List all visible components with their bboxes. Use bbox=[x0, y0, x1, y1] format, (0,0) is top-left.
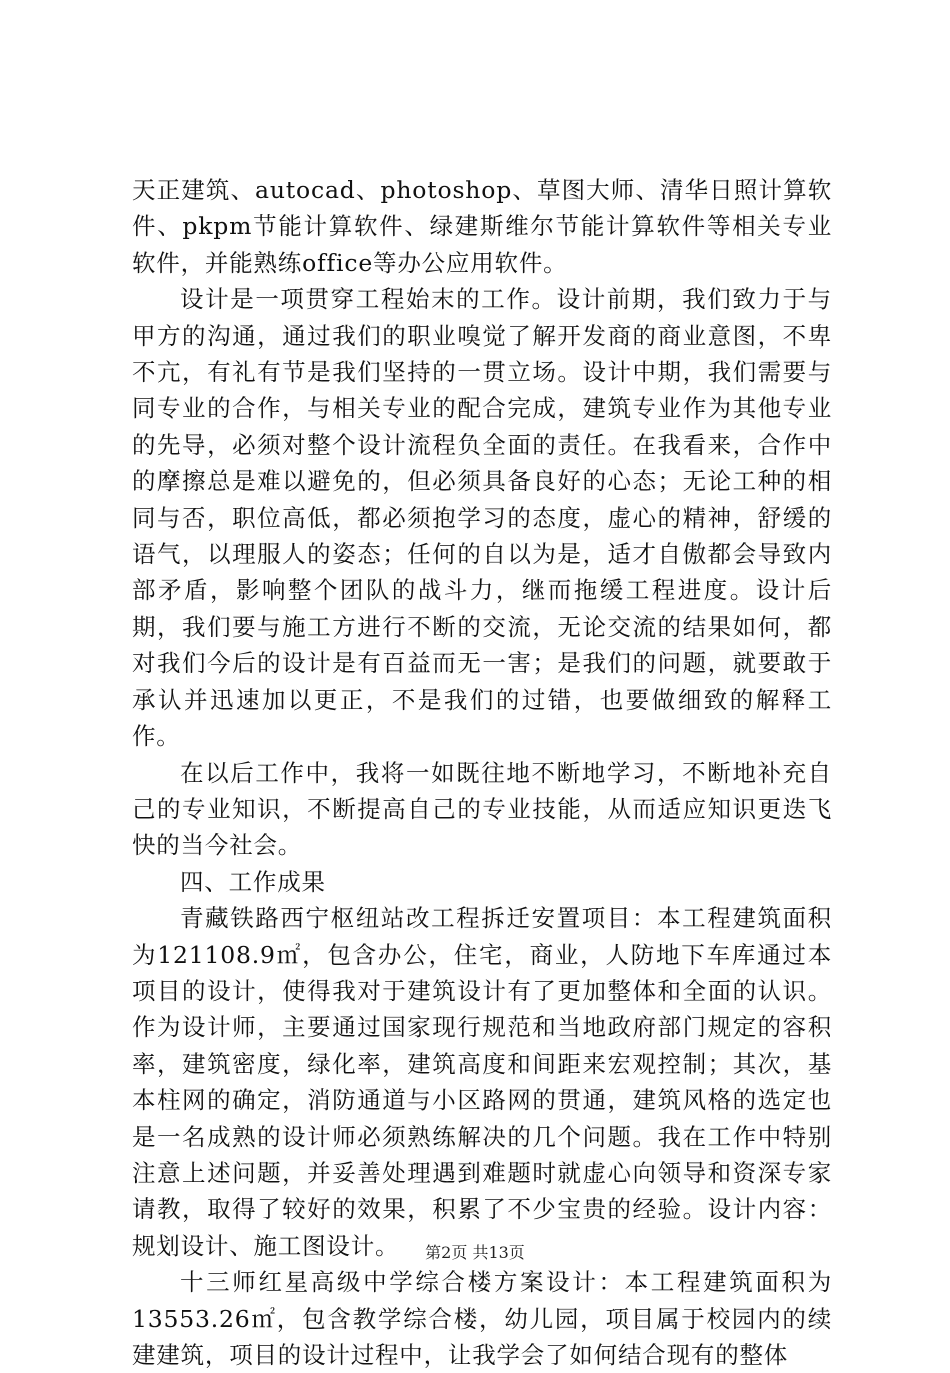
paragraph-future-work: 在以后工作中，我将一如既往地不断地学习，不断地补充自己的专业知识，不断提高自己的专业技能，从而适应知识更迭飞快的当今社会。 bbox=[132, 758, 832, 860]
paragraph-software-list: 天正建筑、autocad、photoshop、草图大师、清华日照计算软件、pkpm节能计算软件、绿建斯维尔节能计算软件等相关专业软件，并能熟练office等办公应用软件。 bbox=[132, 176, 832, 277]
document-body bbox=[132, 172, 832, 1373]
paragraph-project-qinghai-tibet: 青藏铁路西宁枢纽站改工程拆迁安置项目：本工程建筑面积为121108.9㎡，包含办公，住宅，商业，人防地下车库通过本项目的设计，使得我对于建筑设计有了更加整体和全面的认识。作为设计师，主要通过国家现行规范和当地政府部门规定的容积率，建筑密度，绿化率，建筑高度和间距来宏观控制；其次，基本柱网的确定，消防通道与小区路网的贯通，建筑风格的选定也是一名成熟的设计师必须熟练解决的几个问题。我在工作中特别注意上述问题，并妥善处理遇到难题时就虚心向领导和资深专家请教，取得了较好的效果，积累了不少宝贵的经验。设计内容：规划设计、施工图设计。 bbox=[132, 904, 832, 1260]
paragraph-design-process: 设计是一项贯穿工程始末的工作。设计前期，我们致力于与甲方的沟通，通过我们的职业嗅觉了解开发商的商业意图，不卑不亢，有礼有节是我们坚持的一贯立场。设计中期，我们需要与同专业的合作，与相关专业的配合完成，建筑专业作为其他专业的先导，必须对整个设计流程负全面的责任。在我看来，合作中的摩擦总是难以避免的，但必须具备良好的心态；无论工种的相同与否，职位高低，都必须抱学习的态度，虚心的精神，舒缓的语气，以理服人的姿态；任何的自以为是，适才自傲都会导致内部矛盾，影响整个团队的战斗力，继而拖缓工程进度。设计后期，我们要与施工方进行不断的交流，无论交流的结果如何，都对我们今后的设计是有百益而无一害；是我们的问题，就要敢于承认并迅速加以更正，不是我们的过错，也要做细致的解释工作。 bbox=[132, 285, 832, 751]
section-heading-work-results: 四、工作成果 bbox=[180, 867, 326, 896]
page-number-footer: 第2页 共13页 bbox=[425, 1243, 525, 1262]
paragraph-project-hongxing-school: 十三师红星高级中学综合楼方案设计：本工程建筑面积为13553.26㎡，包含教学综合楼，幼儿园，项目属于校园内的续建建筑，项目的设计过程中，让我学会了如何结合现有的整体 bbox=[132, 1268, 832, 1369]
